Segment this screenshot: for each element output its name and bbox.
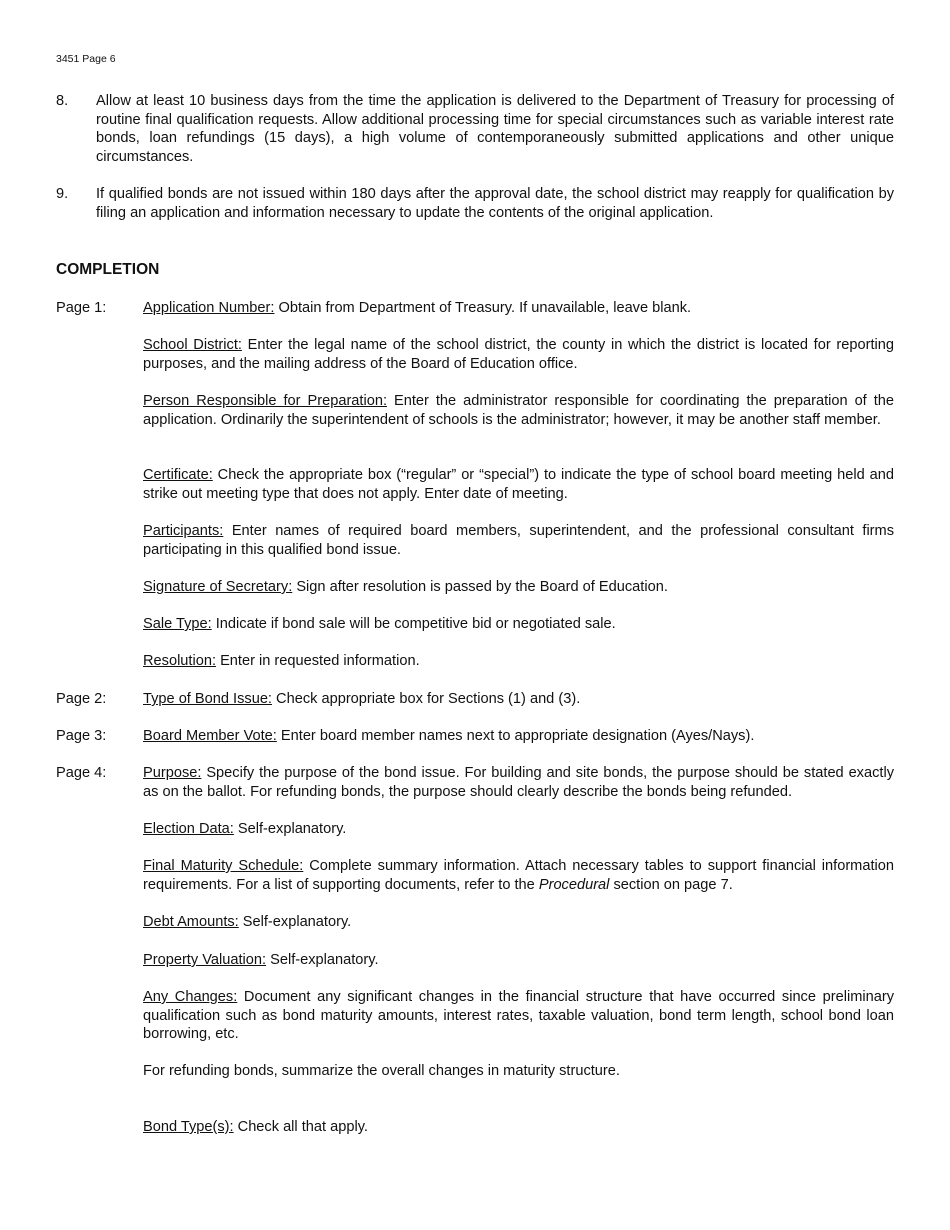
entry-person-responsible [143,392,894,429]
entry-label: Participants: [143,523,224,539]
entry-label: Certificate: [143,467,213,483]
entry-label: Person Responsible for Preparation: [143,393,388,409]
entry-sale-type [143,615,894,634]
entry-label: Purpose: [143,765,202,781]
entry-board-member-vote [143,727,894,746]
entry-participants [143,522,894,559]
item-text: If qualified bonds are not issued within 180 days after the approval date, the school district may reapply for qualification by filing an application and information necessary to update the contents of the original application. [96,186,894,221]
entry-debt-amounts [143,913,894,932]
entry-italic-text: Procedural [538,876,610,893]
entry-label: Debt Amounts: [143,914,239,930]
entry-any-changes [143,988,894,1044]
entry-text: Check appropriate box for Sections (1) and (3). [272,691,581,707]
entry-text: Check all that apply. [233,1119,368,1135]
entry-text: Enter the administrator responsible for coordinating the preparation of the application. Ordinarily the superintendent of schools is the administrator; however, it may be another staff member. [143,393,894,428]
entry-text: Enter the legal name of the school district, the county in which the district is located for reporting purposes, and the mailing address of the Board of Education office. [143,337,894,372]
entry-bond-types [143,1118,894,1137]
list-item-8 [56,92,894,166]
entry-final-maturity-schedule [143,857,894,894]
entry-text: Self-explanatory. [238,914,352,930]
page-label-4: Page 4: [56,765,107,781]
section-heading: COMPLETION [56,261,160,278]
entry-text: Enter names of required board members, superintendent, and the professional consultant firms participating in this qualified bond issue. [143,523,894,558]
entry-label: Any Changes: [143,989,238,1005]
entry-school-district [143,336,894,373]
page-label-1: Page 1: [56,300,107,316]
entry-type-of-bond-issue [143,690,894,709]
entry-application-number [143,299,894,318]
entry-text: Complete summary information. Attach necessary tables to support financial information requirements. For a list of supporting documents, refer to the [143,858,894,893]
item-number: 9. [56,186,69,202]
entry-text: For refunding bonds, summarize the overall changes in maturity structure. [143,1063,620,1079]
entry-text: Indicate if bond sale will be competitive bid or negotiated sale. [211,616,616,632]
entry-signature-secretary [143,578,894,597]
entry-label: Signature of Secretary: [143,579,293,595]
entry-text-continued: section on page 7. [609,876,733,893]
entry-property-valuation [143,951,894,970]
page-label-3: Page 3: [56,728,107,744]
entry-text: Enter board member names next to appropriate designation (Ayes/Nays). [276,728,755,744]
entry-label: School District: [143,337,242,353]
entry-election-data [143,820,894,839]
entry-label: Bond Type(s): [143,1119,234,1135]
entry-refunding-note [143,1062,894,1081]
page-header: 3451 Page 6 [56,53,116,65]
entry-text: Sign after resolution is passed by the Board of Education. [292,579,668,595]
item-text: Allow at least 10 business days from the time the application is delivered to the Department of Treasury for processing of routine final qualification requests. Allow additional processing time for special circumstances such as variable interest rate bonds, loan refundings (15 days), a high volume of contemporaneously submitted applications and other unique circumstances. [96,93,894,165]
entry-label: Resolution: [143,653,217,669]
entry-certificate [143,466,894,503]
entry-label: Final Maturity Schedule: [143,858,304,874]
entry-resolution [143,652,894,671]
entry-text: Obtain from Department of Treasury. If unavailable, leave blank. [274,300,692,316]
entry-label: Property Valuation: [143,952,267,968]
entry-text: Self-explanatory. [266,952,379,968]
item-number: 8. [56,93,69,109]
entry-text: Self-explanatory. [233,821,347,837]
list-item-9 [56,185,894,222]
entry-label: Board Member Vote: [143,728,277,744]
entry-label: Type of Bond Issue: [143,691,272,707]
entry-text: Document any significant changes in the financial structure that have occurred since preliminary qualification such as bond maturity amounts, interest rates, taxable valuation, bond term length, school bond loan borrowing, etc. [143,989,894,1043]
entry-text: Specify the purpose of the bond issue. For building and site bonds, the purpose should be stated exactly as on the ballot. For refunding bonds, the purpose should clearly describe the bonds being refunded. [143,765,894,800]
entry-text: Check the appropriate box (“regular” or “special”) to indicate the type of school board meeting held and strike out meeting type that does not apply. Enter date of meeting. [143,467,894,502]
entry-text: Enter in requested information. [216,653,420,669]
entry-label: Election Data: [143,821,234,837]
entry-purpose [143,764,894,801]
page-label-2: Page 2: [56,691,107,707]
entry-label: Application Number: [143,300,275,316]
entry-label: Sale Type: [143,616,212,632]
